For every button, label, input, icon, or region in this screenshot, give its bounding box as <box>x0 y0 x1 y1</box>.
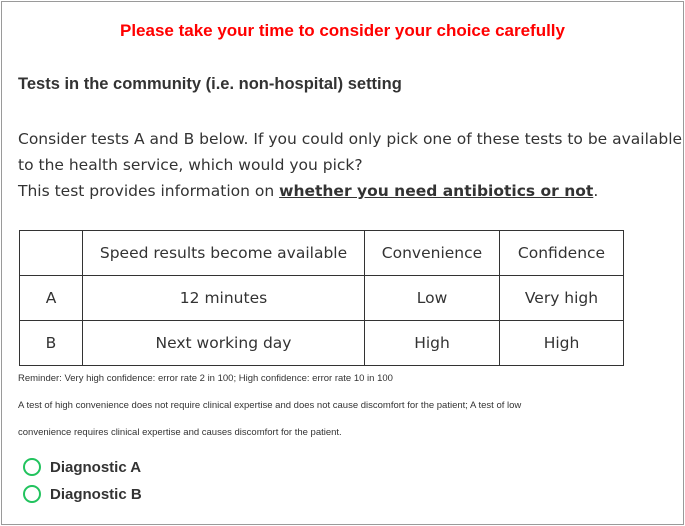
comparison-table <box>19 230 624 366</box>
table-header-cell <box>20 231 83 276</box>
table-cell: B <box>20 321 83 366</box>
question-intro <box>18 126 683 204</box>
section-heading: Tests in the community (i.e. non-hospital) setting <box>18 75 402 93</box>
radio-diagnostic-b[interactable] <box>23 485 41 503</box>
survey-panel <box>1 1 684 525</box>
table-row <box>20 321 624 366</box>
intro-line-2: to the health service, which would you pick? <box>18 156 363 174</box>
table-header-cell: Speed results become available <box>83 231 365 276</box>
radio-diagnostic-a[interactable] <box>23 458 41 476</box>
table-cell: 12 minutes <box>83 276 365 321</box>
option-diagnostic-b[interactable] <box>23 485 142 503</box>
intro-emphasis: whether you need antibiotics or not <box>279 182 594 200</box>
option-label[interactable]: Diagnostic B <box>50 485 142 503</box>
table-cell: Low <box>365 276 500 321</box>
option-diagnostic-a[interactable] <box>23 458 141 476</box>
warning-message: Please take your time to consider your choice carefully <box>119 21 565 40</box>
intro-line-3-suffix: . <box>593 182 599 200</box>
table-header-row <box>20 231 624 276</box>
intro-line-3-prefix: This test provides information on <box>18 182 280 200</box>
convenience-note-line-2: convenience requires clinical expertise and causes discomfort for the patient. <box>18 427 342 438</box>
reminder-note: Reminder: Very high confidence: error rate 2 in 100; High confidence: error rate 10 in 100 <box>18 373 393 384</box>
table-cell: High <box>500 321 624 366</box>
table-cell: Very high <box>500 276 624 321</box>
convenience-note-line-1: A test of high convenience does not require clinical expertise and does not cause discomfort for the patient; A test of low <box>18 400 522 411</box>
table-cell: A <box>20 276 83 321</box>
option-label[interactable]: Diagnostic A <box>50 458 142 476</box>
table-cell: High <box>365 321 500 366</box>
table-cell: Next working day <box>83 321 365 366</box>
intro-line-3 <box>18 178 683 204</box>
table-row <box>20 276 624 321</box>
table-header-cell: Convenience <box>365 231 500 276</box>
intro-line-1: Consider tests A and B below. If you could only pick one of these tests to be available <box>18 130 683 148</box>
table-header-cell: Confidence <box>500 231 624 276</box>
